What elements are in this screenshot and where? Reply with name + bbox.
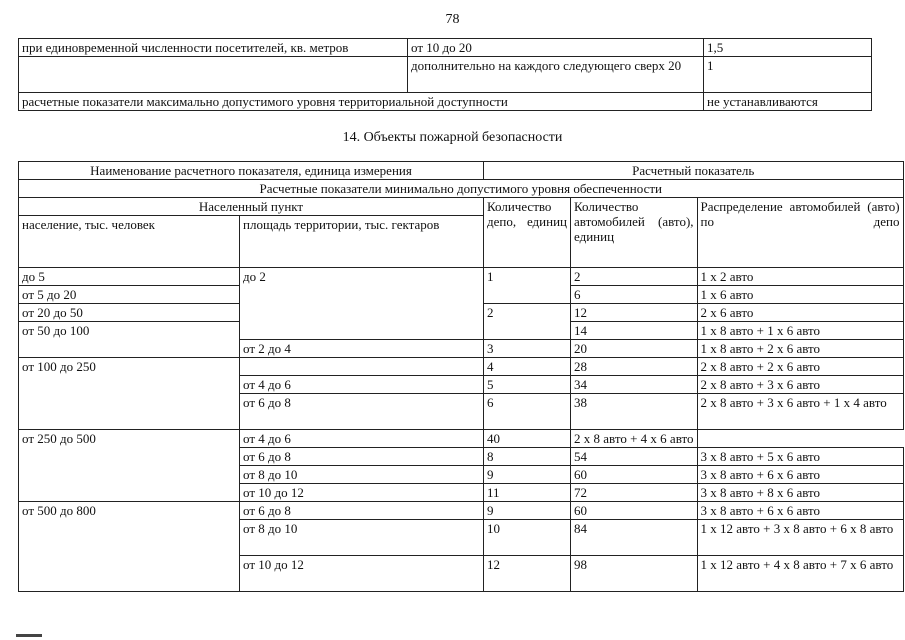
table-cell: 1 х 12 авто + 4 х 8 авто + 7 х 6 авто	[697, 556, 903, 592]
table-cell	[19, 57, 408, 93]
table-cell: 8	[484, 448, 571, 466]
table-cell: 5	[484, 376, 571, 394]
table-cell: от 5 до 20	[19, 286, 240, 304]
table-cell: до 2	[240, 268, 484, 340]
header-cell: Распределение автомобилей (авто) по депо	[697, 198, 903, 268]
table-cell: 2 х 8 авто + 4 х 6 авто	[571, 430, 698, 448]
table-cell: 12	[484, 556, 571, 592]
fire-safety-table	[18, 161, 904, 592]
table-cell: от 10 до 12	[240, 556, 484, 592]
top-table	[18, 38, 872, 111]
table-cell: до 5	[19, 268, 240, 286]
table-cell: 11	[484, 484, 571, 502]
table-cell: 2 х 8 авто + 3 х 6 авто + 1 х 4 авто	[697, 394, 903, 430]
table-cell: 38	[571, 394, 698, 430]
table-cell: от 4 до 6	[240, 430, 484, 448]
table-cell: 1	[704, 57, 872, 93]
table-cell: 2	[571, 268, 698, 286]
table-cell: от 100 до 250	[19, 358, 240, 430]
page-edge-mark	[16, 634, 42, 637]
table-cell: от 10 до 12	[240, 484, 484, 502]
table-cell: от 4 до 6	[240, 376, 484, 394]
table-cell: 60	[571, 502, 698, 520]
table-cell: 3	[484, 340, 571, 358]
table-cell: 12	[571, 304, 698, 322]
table-cell: 1 х 8 авто + 2 х 6 авто	[697, 340, 903, 358]
table-cell	[240, 358, 484, 376]
table-cell: дополнительно на каждого следующего сверх 20	[408, 57, 704, 93]
table-cell: 2	[484, 304, 571, 340]
header-cell: Расчетный показатель	[484, 162, 904, 180]
table-cell: 28	[571, 358, 698, 376]
table-cell: от 6 до 8	[240, 394, 484, 430]
header-cell: Расчетные показатели минимально допустимого уровня обеспеченности	[19, 180, 904, 198]
table-cell: 3 х 8 авто + 6 х 6 авто	[697, 466, 903, 484]
header-cell: Населенный пункт	[19, 198, 484, 216]
table-cell: 72	[571, 484, 698, 502]
table-cell: 2 х 8 авто + 3 х 6 авто	[697, 376, 903, 394]
table-cell: 9	[484, 466, 571, 484]
table-cell: от 8 до 10	[240, 466, 484, 484]
table-cell: 3 х 8 авто + 5 х 6 авто	[697, 448, 903, 466]
table-cell: от 10 до 20	[408, 39, 704, 57]
table-cell: расчетные показатели максимально допустимого уровня территориальной доступности	[19, 93, 704, 111]
table-cell: 3 х 8 авто + 6 х 6 авто	[697, 502, 903, 520]
header-cell: население, тыс. человек	[19, 216, 240, 268]
table-cell: 40	[484, 430, 571, 448]
header-cell: Количество автомобилей (авто), единиц	[571, 198, 698, 268]
table-cell: 20	[571, 340, 698, 358]
table-cell: 2 х 8 авто + 2 х 6 авто	[697, 358, 903, 376]
table-cell: при единовременной численности посетителей, кв. метров	[19, 39, 408, 57]
table-cell: от 20 до 50	[19, 304, 240, 322]
table-cell: 98	[571, 556, 698, 592]
table-cell: 2 х 6 авто	[697, 304, 903, 322]
table-cell: 6	[484, 394, 571, 430]
table-cell: от 2 до 4	[240, 340, 484, 358]
header-cell: площадь территории, тыс. гектаров	[240, 216, 484, 268]
table-cell: 1 х 6 авто	[697, 286, 903, 304]
table-cell: 14	[571, 322, 698, 340]
table-cell: 1 х 8 авто + 1 х 6 авто	[697, 322, 903, 340]
table-cell: от 6 до 8	[240, 502, 484, 520]
table-cell: 10	[484, 520, 571, 556]
table-cell: 4	[484, 358, 571, 376]
page-number: 78	[445, 12, 460, 27]
table-cell: от 250 до 500	[19, 430, 240, 502]
table-cell: 84	[571, 520, 698, 556]
header-cell: Количество депо, единиц	[484, 198, 571, 268]
table-cell: 1 х 12 авто + 3 х 8 авто + 6 х 8 авто	[697, 520, 903, 556]
table-cell: 34	[571, 376, 698, 394]
header-cell: Наименование расчетного показателя, единица измерения	[19, 162, 484, 180]
table-cell: 6	[571, 286, 698, 304]
table-cell: не устанавливаются	[704, 93, 872, 111]
section-title: 14. Объекты пожарной безопасности	[342, 130, 563, 145]
table-cell: 1 х 2 авто	[697, 268, 903, 286]
table-cell: от 8 до 10	[240, 520, 484, 556]
table-cell: 1	[484, 268, 571, 304]
table-cell: 9	[484, 502, 571, 520]
table-cell: от 6 до 8	[240, 448, 484, 466]
table-cell: от 500 до 800	[19, 502, 240, 592]
table-cell: от 50 до 100	[19, 322, 240, 358]
table-cell: 1,5	[704, 39, 872, 57]
table-cell: 60	[571, 466, 698, 484]
table-cell: 54	[571, 448, 698, 466]
table-cell: 3 х 8 авто + 8 х 6 авто	[697, 484, 903, 502]
